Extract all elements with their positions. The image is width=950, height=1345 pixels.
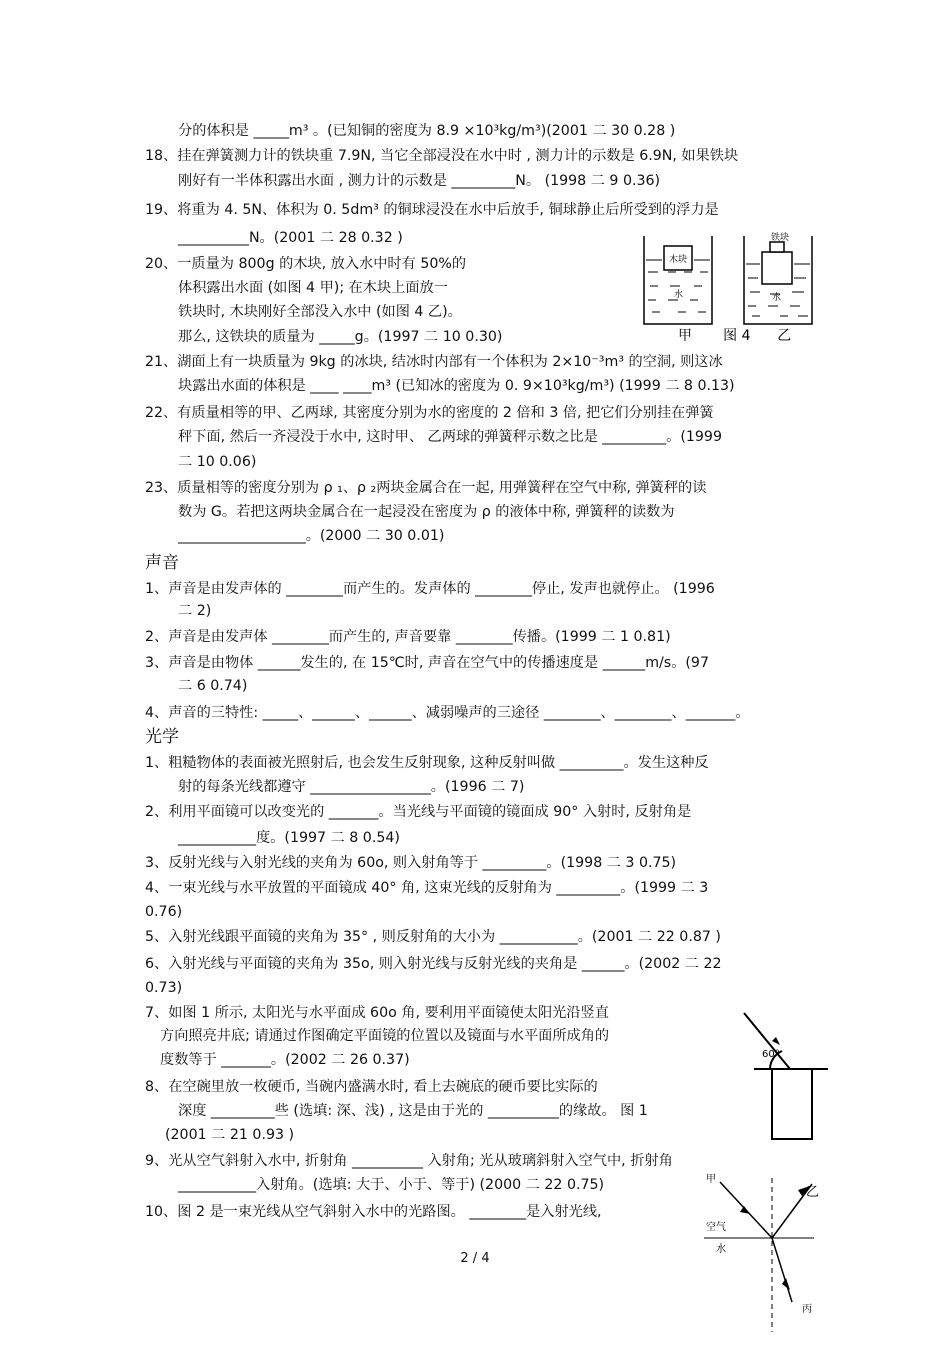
text-line: 体积露出水面 (如图 4 甲); 在木块上面放一 <box>178 280 448 296</box>
section-heading: 光学 <box>145 727 179 747</box>
fig4-block-label: 木块 <box>669 255 688 265</box>
text-line: 6、入射光线与平面镜的夹角为 35o, 则入射光线与反射光线的夹角是 ______。(2002 二 22 <box>145 956 722 972</box>
text-line: 深度 _________些 (选填: 深、浅) , 这是由于光的 __________的缘故。 图 1 <box>178 1103 648 1119</box>
text-line: 5、入射光线跟平面镜的夹角为 35° , 则反射角的大小为 ___________。(2001 二 22 0.87 ) <box>145 929 721 945</box>
text-line: 0.76) <box>145 904 183 920</box>
text-line: ___________入射角。(选填: 大于、小于、等于) (2000 二 22 0.75) <box>178 1177 605 1193</box>
text-line: 20、一质量为 800g 的木块, 放入水中时有 50%的 <box>145 256 467 272</box>
text-line: 秤下面, 然后一齐浸没于水中, 这时甲、 乙两球的弹簧秤示数之比是 _________。(1999 <box>178 429 722 445</box>
text-line: 3、声音是由物体 ______发生的, 在 15℃时, 声音在空气中的传播速度是 ______m/s。(97 <box>145 655 709 671</box>
text-line: 分的体积是 _____m³ 。(已知铜的密度为 8.9 ×10³kg/m³)(2001 二 30 0.28 ) <box>178 123 676 139</box>
text-line: ___________度。(1997 二 8 0.54) <box>178 830 400 846</box>
text-line: 7、如图 1 所示, 太阳光与水平面成 60o 角, 要利用平面镜使太阳光沿竖直 <box>145 1005 609 1021</box>
text-line: 那么, 这铁块的质量为 _____g。(1997 二 10 0.30) <box>178 329 503 345</box>
figure-4-block-diagram <box>640 230 820 345</box>
text-line: 3、反射光线与入射光线的夹角为 60o, 则入射角等于 _________。(1998 二 3 0.75) <box>145 855 677 871</box>
fig4-iron-label: 铁块 <box>771 233 790 243</box>
text-line: 8、在空碗里放一枚硬币, 当碗内盛满水时, 看上去碗底的硬币要比实际的 <box>145 1079 598 1095</box>
text-line: 块露出水面的体积是 ____ ____m³ (已知冰的密度为 0. 9×10³kg/m³) (1999 二 8 0.13) <box>178 378 735 394</box>
fig4-water-label-2: 水 <box>772 293 782 303</box>
text-line: (2001 二 21 0.93 ) <box>165 1127 295 1143</box>
fig2-label-bing: 丙 <box>802 1304 812 1315</box>
text-line: 19、将重为 4. 5N、体积为 0. 5dm³ 的铜球浸没在水中后放手, 铜球静止后所受到的浮力是 <box>145 202 719 218</box>
text-line: 度数等于 _______。(2002 二 26 0.37) <box>160 1052 410 1068</box>
fig4-water-label: 水 <box>674 290 684 300</box>
fig2-label-water: 水 <box>716 1244 726 1255</box>
text-line: 铁块时, 木块刚好全部没入水中 (如图 4 乙)。 <box>178 304 462 320</box>
text-line: 刚好有一半体积露出水面 , 测力计的示数是 _________N。 (1998 二 9 0.36) <box>178 173 661 189</box>
text-line: 二 2) <box>178 603 212 619</box>
text-line: 0.73) <box>145 980 183 996</box>
fig4-caption: 甲 图 4 乙 <box>678 328 792 344</box>
text-line: 二 10 0.06) <box>178 454 257 470</box>
text-line: 二 6 0.74) <box>178 678 248 694</box>
text-line: 21、湖面上有一块质量为 9kg 的冰块, 结冰时内部有一个体积为 2×10⁻³m³ 的空洞, 则这冰 <box>145 354 723 370</box>
text-line: __________N。(2001 二 28 0.32 ) <box>178 230 403 246</box>
text-line: 数为 G。若把这两块金属合在一起浸没在密度为 ρ 的液体中称, 弹簧秤的读数为 <box>178 504 675 520</box>
text-line: 方向照亮井底; 请通过作图确定平面镜的位置以及镜面与水平面所成角的 <box>160 1028 610 1044</box>
fig1-angle-label: 60° <box>762 1049 780 1060</box>
page-number: 2 / 4 <box>460 1251 490 1266</box>
text-line: 1、声音是由发声体的 ________而产生的。发声体的 ________停止, 发声也就停止。 (1996 <box>145 581 715 597</box>
text-line: 射的每条光线都遵守 _________________。(1996 二 7) <box>178 779 525 795</box>
fig2-label-air: 空气 <box>706 1222 726 1233</box>
text-line: 18、挂在弹簧测力计的铁块重 7.9N, 当它全部浸没在水中时 , 测力计的示数是 6.9N, 如果铁块 <box>145 148 739 164</box>
text-line: 10、图 2 是一束光线从空气斜射入水中的光路图。 ________是入射光线, <box>145 1204 602 1220</box>
text-line: 2、利用平面镜可以改变光的 _______。当光线与平面镜的镜面成 90° 入射时, 反射角是 <box>145 804 692 820</box>
text-line: 23、质量相等的密度分别为 ρ ₁、ρ ₂两块金属合在一起, 用弹簧秤在空气中称, 弹簧秤的读 <box>145 480 707 496</box>
text-line: 1、粗糙物体的表面被光照射后, 也会发生反射现象, 这种反射叫做 _________。发生这种反 <box>145 755 709 771</box>
text-line: 4、一束光线与水平放置的平面镜成 40° 角, 这束光线的反射角为 _________。(1999 二 3 <box>145 880 709 896</box>
text-line: 2、声音是由发声体 ________而产生的, 声音要靠 ________传播。(1999 二 1 0.81) <box>145 629 671 645</box>
text-line: __________________。(2000 二 30 0.01) <box>178 528 445 544</box>
section-heading: 声音 <box>145 553 179 573</box>
text-line: 9、光从空气斜射入水中, 折射角 __________ 入射角; 光从玻璃斜射入空气中, 折射角 <box>145 1153 673 1169</box>
fig2-label-jia: 甲 <box>706 1174 716 1185</box>
figure-1-well-diagram <box>740 1005 835 1145</box>
text-line: 4、声音的三特性: _____、______、______、减弱噪声的三途径 ________、________、_______。 <box>145 705 750 721</box>
fig2-label-yi: 乙 <box>806 1185 820 1200</box>
text-line: 22、有质量相等的甲、乙两球, 其密度分别为水的密度的 2 倍和 3 倍, 把它们分别挂在弹簧 <box>145 405 714 421</box>
